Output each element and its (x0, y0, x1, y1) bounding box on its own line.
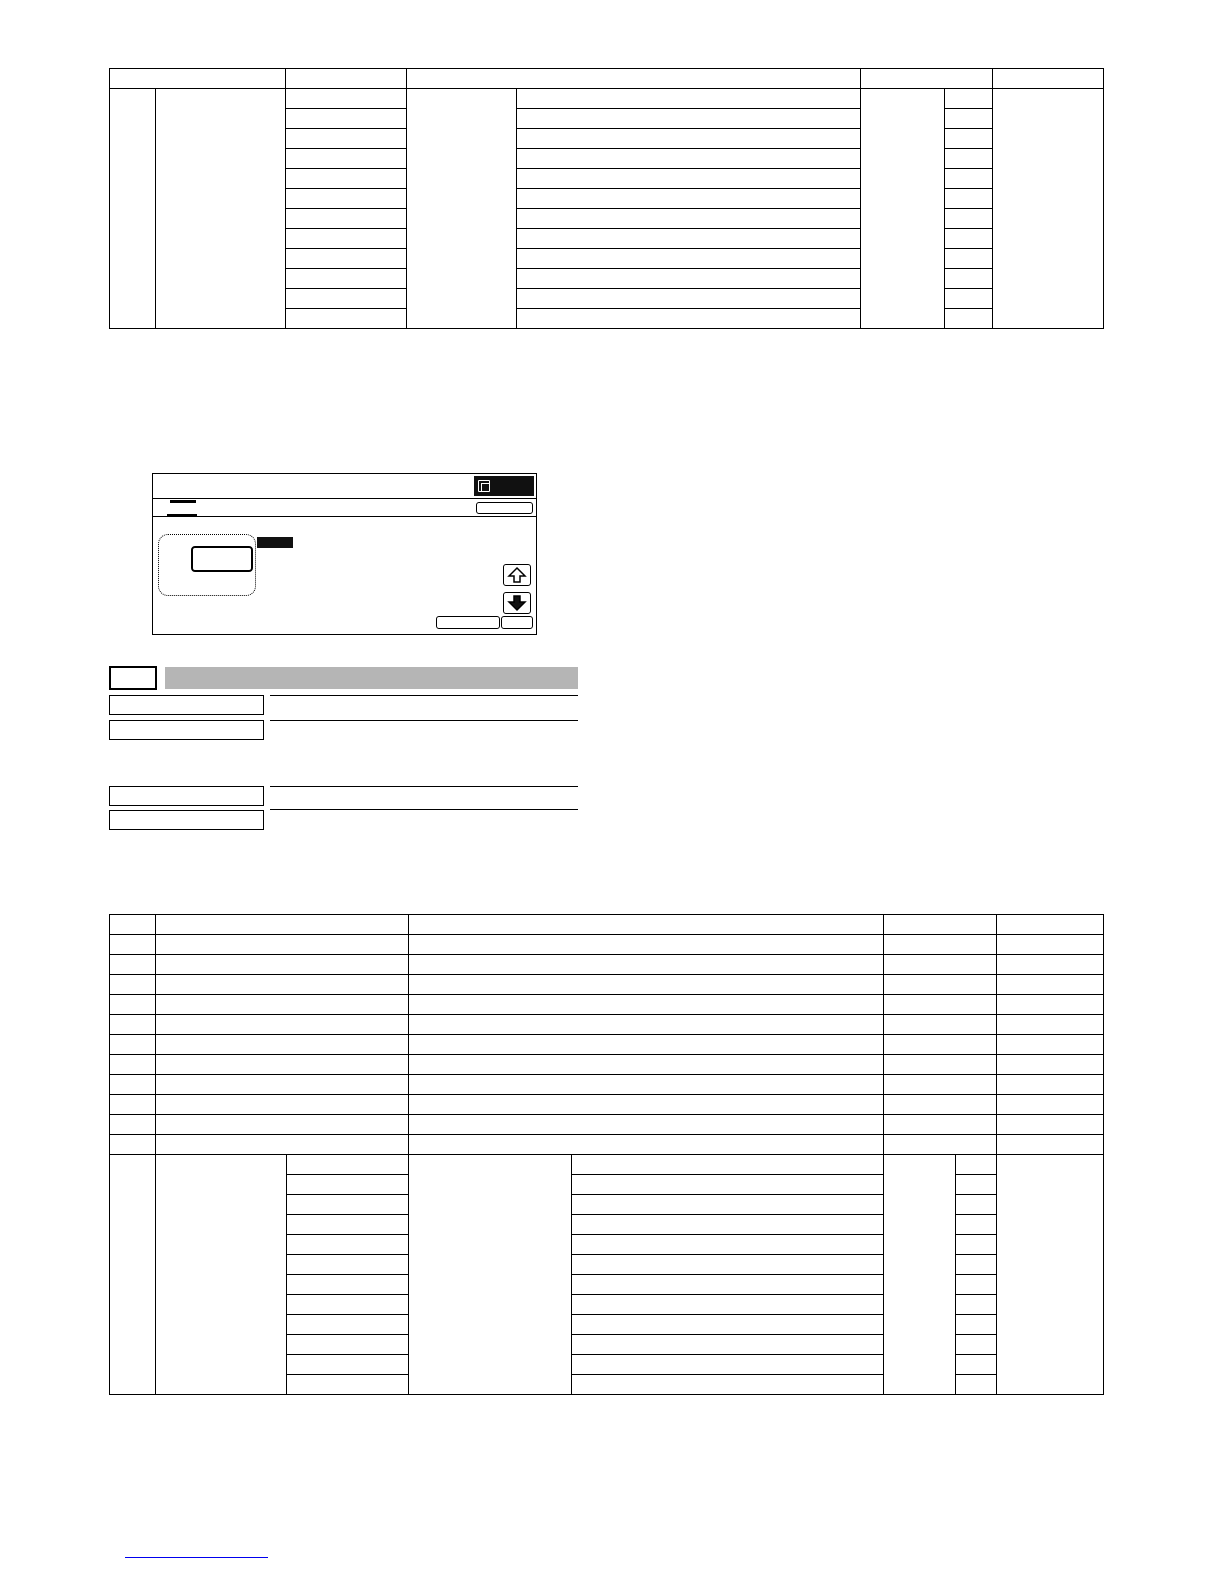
sub-item-cell (286, 289, 407, 309)
content-cell (572, 1295, 884, 1315)
arrow-up-icon (504, 565, 530, 585)
sub-item-cell (287, 1355, 409, 1375)
default-value-cell (956, 1275, 997, 1295)
default-value-cell (945, 129, 993, 149)
table-cell (156, 1075, 409, 1095)
table-cell (884, 975, 997, 995)
row-number-cell (110, 89, 156, 329)
content-cell (517, 189, 861, 209)
default-value-cell (945, 189, 993, 209)
table-cell (997, 975, 1104, 995)
content-cell (572, 1335, 884, 1355)
remark-cell (993, 89, 1104, 329)
legend-item-4-rule (270, 809, 578, 810)
table-cell (409, 1015, 884, 1035)
header-cell (861, 69, 993, 89)
header-cell (286, 69, 407, 89)
content-cell (572, 1275, 884, 1295)
tab-indicator-upper (170, 500, 196, 503)
table-cell (997, 1095, 1104, 1115)
table-cell (110, 1075, 156, 1095)
footer-link[interactable] (125, 1557, 268, 1558)
lcd-title-bar (153, 474, 536, 499)
sub-item-cell (286, 169, 407, 189)
table-cell (884, 935, 997, 955)
highlight-tag (257, 537, 293, 548)
lcd-bottom-right-button[interactable] (501, 616, 533, 629)
arrow-down-icon (504, 593, 530, 613)
content-cell (572, 1315, 884, 1335)
table-cell (156, 1055, 409, 1075)
table-cell (156, 955, 409, 975)
content-cell (517, 169, 861, 189)
default-value-cell (945, 249, 993, 269)
default-value-cell (956, 1355, 997, 1375)
sub-item-cell (287, 1275, 409, 1295)
table-row (110, 935, 1104, 955)
legend-item-1-label (109, 695, 264, 715)
table-cell (110, 935, 156, 955)
legend-tag (109, 666, 157, 690)
sub-item-cell (287, 1375, 409, 1395)
table-row (110, 1135, 1104, 1155)
sub-item-cell (287, 1155, 409, 1175)
value-display[interactable] (191, 546, 253, 572)
content-cell (572, 1375, 884, 1395)
default-value-cell (945, 149, 993, 169)
scroll-down-button[interactable] (503, 592, 531, 614)
sub-item-cell (287, 1215, 409, 1235)
table-cell (997, 1075, 1104, 1095)
default-value-cell (945, 229, 993, 249)
table-cell (997, 1135, 1104, 1155)
table-cell (409, 1115, 884, 1135)
table-cell (884, 915, 997, 935)
table-cell (156, 975, 409, 995)
legend-item-1-rule (270, 695, 578, 696)
table-cell (409, 935, 884, 955)
table-cell (409, 915, 884, 935)
table-cell (884, 1055, 997, 1075)
content-group-cell (407, 89, 517, 329)
sub-item-cell (287, 1195, 409, 1215)
sub-item-cell (287, 1315, 409, 1335)
top-spec-table (109, 68, 1104, 329)
table-cell (997, 915, 1104, 935)
table-cell (110, 1055, 156, 1075)
table-cell (997, 935, 1104, 955)
content-cell (572, 1355, 884, 1375)
legend-heading-bar (165, 667, 578, 689)
content-cell (572, 1215, 884, 1235)
row-number-cell (110, 1155, 156, 1395)
sub-item-cell (286, 89, 407, 109)
content-cell (572, 1175, 884, 1195)
content-cell (517, 89, 861, 109)
default-value-cell (945, 309, 993, 329)
content-cell (517, 209, 861, 229)
range-group-cell (861, 89, 945, 329)
table-cell (997, 1055, 1104, 1075)
table-cell (110, 1095, 156, 1115)
table-cell (110, 1135, 156, 1155)
table-cell (156, 1015, 409, 1035)
table-cell (110, 915, 156, 935)
copy-mode-icon-shadow (481, 483, 490, 492)
content-cell (517, 289, 861, 309)
content-cell (572, 1195, 884, 1215)
table-cell (110, 955, 156, 975)
default-value-cell (956, 1255, 997, 1275)
table-cell (409, 995, 884, 1015)
sub-item-cell (287, 1175, 409, 1195)
table-cell (156, 1035, 409, 1055)
table-cell (997, 1035, 1104, 1055)
content-cell (517, 129, 861, 149)
sub-item-cell (286, 309, 407, 329)
table-cell (884, 955, 997, 975)
item-name-cell (156, 1155, 287, 1395)
sub-item-cell (286, 269, 407, 289)
table-header-row (110, 915, 1104, 935)
table-cell (110, 1015, 156, 1035)
table-cell (997, 995, 1104, 1015)
table-cell (409, 1095, 884, 1115)
remark-cell (997, 1155, 1104, 1395)
table-row (110, 1095, 1104, 1115)
default-value-cell (956, 1195, 997, 1215)
default-value-cell (956, 1215, 997, 1235)
copy-mode-badge (474, 476, 534, 496)
sub-item-cell (287, 1235, 409, 1255)
sub-item-cell (286, 149, 407, 169)
default-value-cell (945, 209, 993, 229)
sub-item-cell (286, 189, 407, 209)
content-cell (517, 269, 861, 289)
content-cell (572, 1235, 884, 1255)
lcd-screen (152, 473, 537, 635)
default-value-cell (945, 89, 993, 109)
default-value-cell (945, 269, 993, 289)
table-row (110, 1075, 1104, 1095)
table-row (110, 1055, 1104, 1075)
default-value-cell (956, 1175, 997, 1195)
lcd-divider (153, 516, 536, 517)
table-cell (156, 1115, 409, 1135)
sub-item-cell (287, 1295, 409, 1315)
table-row (110, 1115, 1104, 1135)
default-value-cell (956, 1295, 997, 1315)
legend-item-4-label (109, 810, 264, 830)
lcd-top-right-button[interactable] (476, 502, 533, 514)
table-cell (884, 1115, 997, 1135)
table-cell (409, 955, 884, 975)
content-group-cell (409, 1155, 572, 1395)
scroll-up-button[interactable] (503, 564, 531, 586)
default-value-cell (945, 169, 993, 189)
table-cell (110, 975, 156, 995)
item-name-cell (156, 89, 286, 329)
default-value-cell (956, 1315, 997, 1335)
sub-item-cell (286, 129, 407, 149)
content-cell (572, 1155, 884, 1175)
table-cell (997, 1015, 1104, 1035)
table-cell (409, 1135, 884, 1155)
sub-item-cell (286, 109, 407, 129)
table-row (110, 1035, 1104, 1055)
range-group-cell (884, 1155, 956, 1395)
table-cell (156, 1095, 409, 1115)
table-cell (884, 1015, 997, 1035)
table-cell (409, 975, 884, 995)
table-cell (110, 1035, 156, 1055)
table-row (110, 955, 1104, 975)
legend-item-3-rule (270, 786, 578, 787)
table-cell (997, 1115, 1104, 1135)
default-value-cell (956, 1235, 997, 1255)
content-cell (517, 309, 861, 329)
table-cell (997, 955, 1104, 975)
content-cell (517, 249, 861, 269)
table-header-row (110, 69, 1104, 89)
table-cell (110, 1115, 156, 1135)
sub-item-cell (286, 249, 407, 269)
table-cell (884, 995, 997, 1015)
sub-item-cell (287, 1335, 409, 1355)
table-cell (409, 1075, 884, 1095)
table-cell (409, 1035, 884, 1055)
table-cell (884, 1035, 997, 1055)
table-cell (156, 915, 409, 935)
sub-item-cell (286, 209, 407, 229)
default-value-cell (956, 1375, 997, 1395)
table-cell (156, 1135, 409, 1155)
default-value-cell (945, 109, 993, 129)
content-cell (517, 229, 861, 249)
content-cell (572, 1255, 884, 1275)
table-row (110, 975, 1104, 995)
table-cell (156, 935, 409, 955)
default-value-cell (945, 289, 993, 309)
table-cell (884, 1095, 997, 1115)
table-cell (110, 995, 156, 1015)
table-row (110, 1155, 1104, 1175)
bottom-spec-table (109, 914, 1104, 1395)
table-cell (884, 1075, 997, 1095)
content-cell (517, 149, 861, 169)
table-cell (409, 1055, 884, 1075)
legend-item-2-rule (270, 720, 578, 721)
table-cell (884, 1135, 997, 1155)
table-row (110, 1015, 1104, 1035)
legend-item-3-label (109, 786, 264, 806)
sub-item-cell (287, 1255, 409, 1275)
default-value-cell (956, 1335, 997, 1355)
table-cell (156, 995, 409, 1015)
default-value-cell (956, 1155, 997, 1175)
table-row (110, 995, 1104, 1015)
sub-item-cell (286, 229, 407, 249)
header-cell (110, 69, 286, 89)
header-cell (993, 69, 1104, 89)
content-cell (517, 109, 861, 129)
table-row (110, 89, 1104, 109)
header-cell (407, 69, 861, 89)
lcd-bottom-left-button[interactable] (436, 616, 500, 629)
legend-item-2-label (109, 720, 264, 740)
